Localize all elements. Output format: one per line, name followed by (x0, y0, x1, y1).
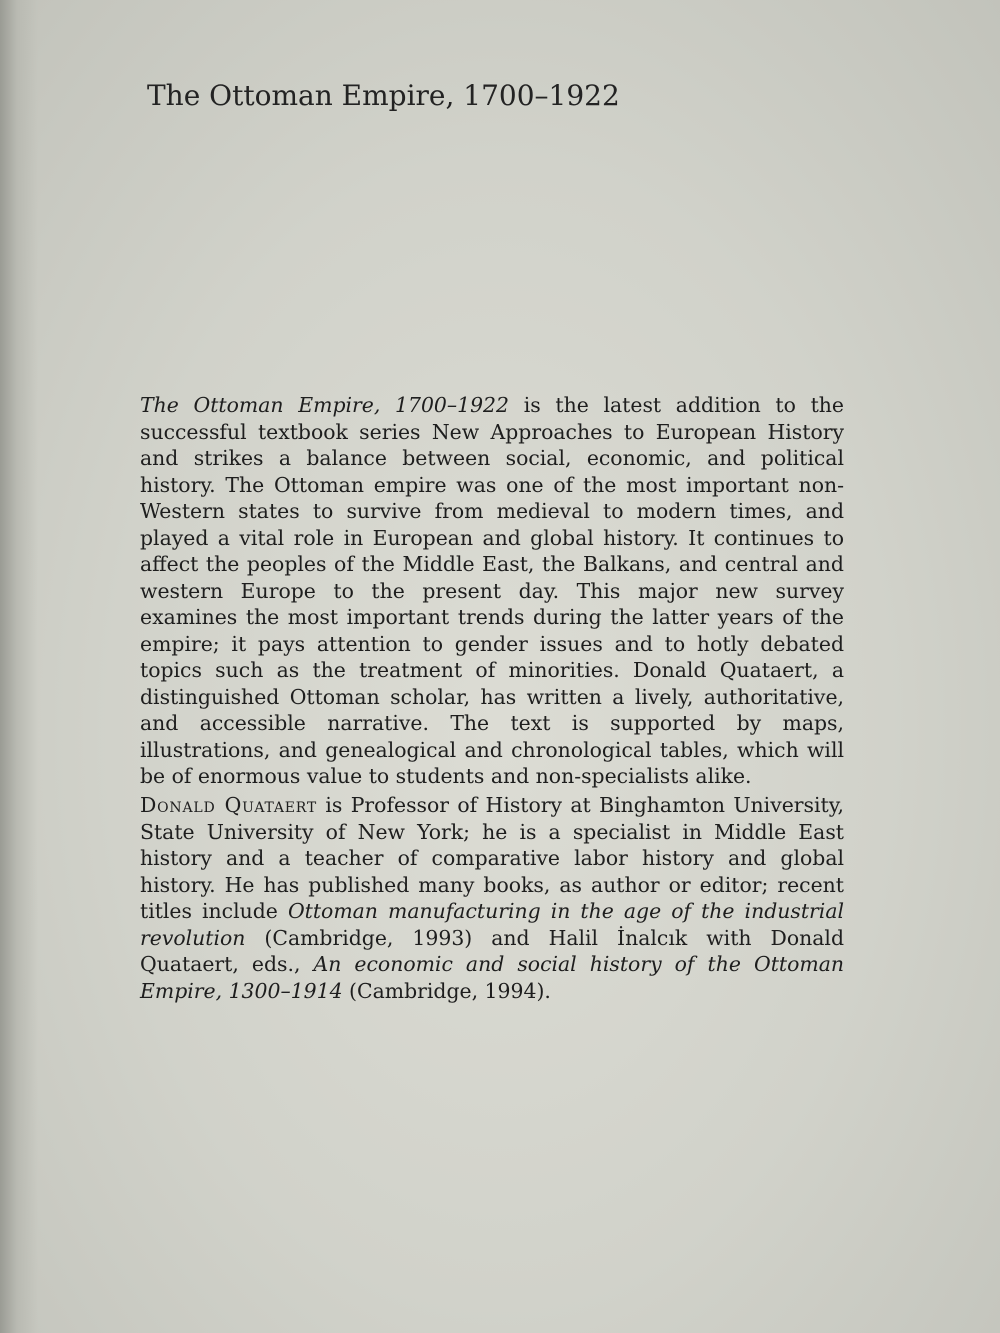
bio-book-title-2: An economic and social history of the Ottoman Empire, 1300–1914 (140, 952, 844, 1003)
bio-text-2: (Cambridge, 1993) and Halil İnalcık with Donald Quataert, eds., (140, 925, 844, 976)
bio-text-3: (Cambridge, 1994). (342, 978, 551, 1003)
author-name: Donald Quataert (140, 793, 318, 817)
bio-text-1: is Professor of History at Binghamton University, State University of New York; he is a specialist in Middle East history and a teacher of comparative labor history and global history. He has published many books, as author or editor; recent titles include (140, 793, 844, 923)
author-bio (140, 792, 844, 1004)
binding-gutter-shadow (0, 0, 38, 1333)
book-description (140, 392, 844, 790)
page-title: The Ottoman Empire, 1700–1922 (147, 79, 620, 112)
description-body: is the latest addition to the successful textbook series New Approaches to European History and strikes a balance between social, economic, and political history. The Ottoman empire was one of the most important non-Western states to survive from medieval to modern times, and played a vital role in European and global history. It continues to affect the peoples of the Middle East, the Balkans, and central and western Europe to the present day. This major new survey examines the most important trends during the latter years of the empire; it pays attention to gender issues and to hotly debated topics such as the treatment of minorities. Donald Quataert, a distinguished Ottoman scholar, has written a lively, authoritative, and accessible narrative. The text is supported by maps, illustrations, and genealogical and chronological tables, which will be of enormous value to students and non-specialists alike. (140, 393, 844, 788)
book-title-italic: The Ottoman Empire, 1700–1922 (140, 393, 509, 417)
bio-book-title-1: Ottoman manufacturing in the age of the industrial revolution (140, 899, 844, 950)
